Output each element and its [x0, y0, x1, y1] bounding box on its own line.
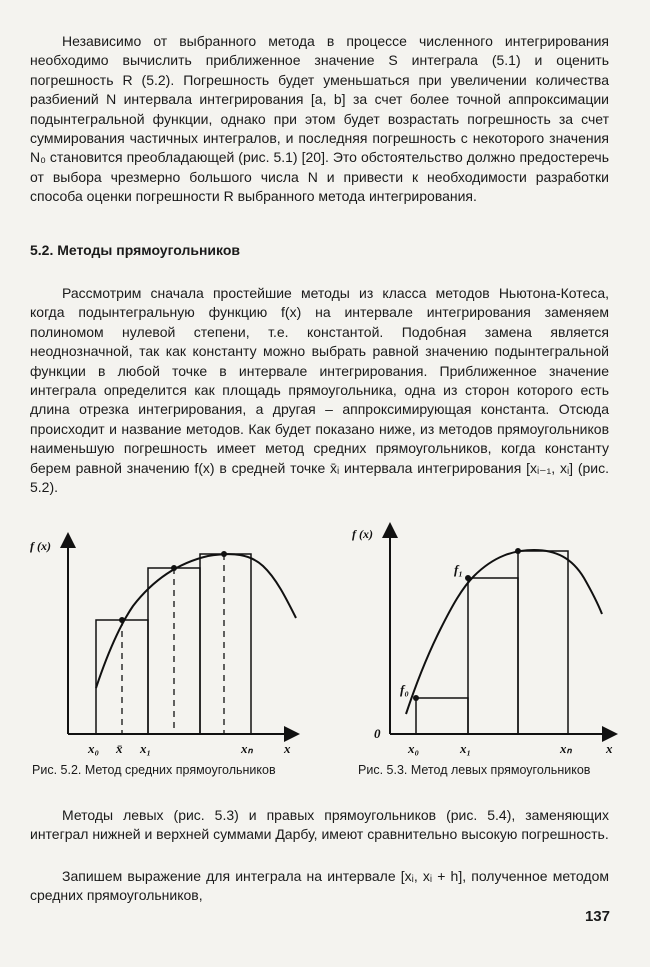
section-heading: 5.2. Методы прямоугольников — [30, 242, 240, 258]
y-axis-label: f (x) — [30, 539, 51, 553]
caption-figure-5-3: Рис. 5.3. Метод левых прямоугольников — [358, 763, 591, 777]
paragraph-formula-intro: Запишем выражение для интеграла на интервале [xᵢ, xᵢ + h], полученное методом средних прямоугольников, — [30, 868, 609, 904]
midpoint-dot — [119, 617, 125, 623]
svg-text:xₙ: xₙ — [241, 741, 253, 756]
svg-text:x₀: x₀ — [408, 741, 420, 756]
midpoint-dot — [221, 551, 227, 557]
svg-text:x: x — [284, 741, 291, 756]
function-curve — [96, 554, 296, 688]
paragraph-rectangles: Рассмотрим сначала простейшие методы из класса методов Ньютона-Котеса, когда подынтегральную функцию f(x) на интервале интегрирования заменяем полиномом нулевой степени, т.е. константой. Подобная замена является неоднозначной, так как константу можно выбрать равной значению подынтегральной функции в любой точке в интервале интегрирования. Приближенное значение интеграла определится как площадь прямоугольника, одна из сторон которого есть длина отрезка интегрирования, а другая – аппроксимирующая константа. Отсюда происходит и название методов. Как будет показано ниже, из методов прямоугольников наименьшую погрешность имеет метод средних прямоугольников, когда константу берем равной значению f(x) в средней точке x̄ᵢ интервала интегрирования [xᵢ₋₁, xᵢ] (рис. 5.2). — [30, 285, 609, 496]
svg-text:x₁: x₁ — [140, 741, 152, 756]
rectangle-3 — [518, 551, 568, 734]
rectangle-2 — [468, 578, 518, 734]
y-axis-label: f (x) — [352, 527, 373, 541]
rectangle-3 — [200, 554, 251, 734]
svg-text:xₙ: xₙ — [560, 741, 572, 756]
paragraph-left-right: Методы левых (рис. 5.3) и правых прямоугольников (рис. 5.4), заменяющих интеграл нижней и верхней суммами Дарбу, имеют сравнительно высокую погрешность. — [30, 807, 609, 843]
figure-midpoint-rectangles — [28, 528, 306, 763]
function-curve — [406, 550, 602, 714]
left-point-dot — [515, 548, 521, 554]
rectangle-1 — [416, 698, 468, 734]
origin-label: 0 — [374, 726, 381, 741]
svg-text:x₀: x₀ — [88, 741, 100, 756]
midpoint-dot — [171, 565, 177, 571]
paragraph-intro: Независимо от выбранного метода в процессе численного интегрирования необходимо вычислить приближенное значение S интеграла (5.1) и оценить погрешность R (5.2). Погрешность будет уменьшаться при увеличении количества разбиений N интервала интегрирования [a, b] за счет более точной аппроксимации подынтегральной функции, однако при этом будет возрастать погрешность за счет суммирования частичных интегралов, и последняя погрешность с некоторого значения N₀ становится преобладающей (рис. 5.1) [20]. Это обстоятельство должно предостеречь от выбора чрезмерно большого числа N и привести к необходимости разработки способа оценки погрешности R выбранного метода интегрирования. — [30, 33, 609, 205]
left-point-dot — [413, 695, 419, 701]
left-point-dot — [465, 575, 471, 581]
svg-text:x̄: x̄ — [116, 741, 123, 756]
svg-text:x: x — [606, 741, 613, 756]
caption-figure-5-2: Рис. 5.2. Метод средних прямоугольников — [32, 763, 276, 777]
svg-text:x₁: x₁ — [460, 741, 472, 756]
svg-text:f₁: f₁ — [454, 562, 463, 577]
figure-left-rectangles — [344, 518, 624, 763]
page-number: 137 — [584, 908, 610, 925]
svg-text:f₀: f₀ — [400, 682, 409, 697]
